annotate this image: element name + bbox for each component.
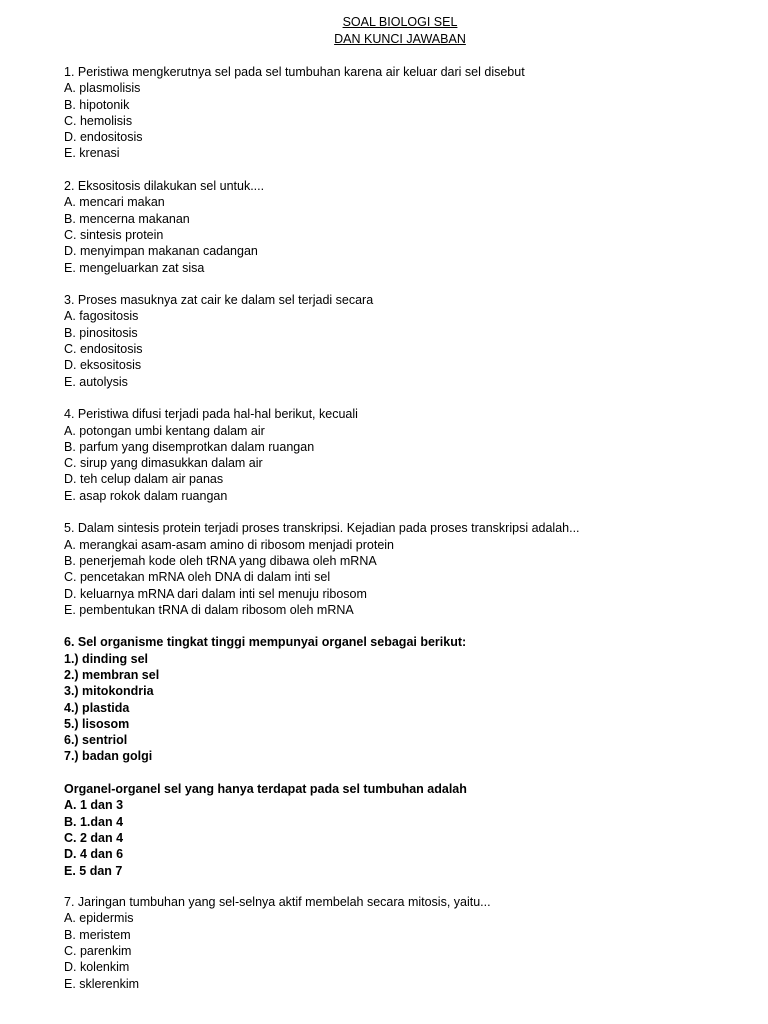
answer-option: C. endositosis: [64, 342, 143, 357]
answer-option: D. keluarnya mRNA dari dalam inti sel menuju ribosom: [64, 586, 367, 601]
document-title: [0, 14, 768, 47]
answer-option: B. hipotonik: [64, 97, 130, 112]
question-4: [64, 406, 744, 504]
answer-option: B. 1.dan 4: [64, 814, 124, 829]
title-line-1: SOAL BIOLOGI SEL: [342, 15, 458, 29]
answer-option: D. kolenkim: [64, 960, 130, 975]
question-text: 6. Sel organisme tingkat tinggi mempunyai organel sebagai berikut:: [64, 635, 467, 650]
answer-option: D. 4 dan 6: [64, 847, 124, 862]
answer-option: A. potongan umbi kentang dalam air: [64, 423, 265, 438]
answer-option: B. parfum yang disemprotkan dalam ruangan: [64, 439, 315, 454]
answer-option: A. 1 dan 3: [64, 798, 124, 813]
answer-option: E. sklerenkim: [64, 976, 140, 991]
answer-option: A. mencari makan: [64, 195, 165, 210]
answer-option: A. epidermis: [64, 911, 134, 926]
organelle-item: 6.) sentriol: [64, 733, 128, 748]
question-1: [64, 64, 744, 162]
answer-option: D. teh celup dalam air panas: [64, 472, 224, 487]
answer-option: B. mencerna makanan: [64, 211, 190, 226]
answer-option: E. mengeluarkan zat sisa: [64, 260, 205, 275]
answer-option: C. sintesis protein: [64, 227, 164, 242]
answer-option: A. merangkai asam-asam amino di ribosom menjadi protein: [64, 537, 395, 552]
answer-option: A. plasmolisis: [64, 81, 141, 96]
question-text: 2. Eksositosis dilakukan sel untuk....: [64, 179, 265, 194]
question-6-prompt-block: [64, 781, 744, 879]
answer-option: D. endositosis: [64, 130, 143, 145]
answer-option: B. pinositosis: [64, 325, 138, 340]
organelle-item: 4.) plastida: [64, 700, 130, 715]
title-line-2: DAN KUNCI JAWABAN: [334, 31, 466, 46]
answer-option: C. 2 dan 4: [64, 830, 124, 845]
answer-option: E. asap rokok dalam ruangan: [64, 488, 228, 503]
answer-option: D. eksositosis: [64, 358, 142, 373]
answer-option: A. fagositosis: [64, 309, 139, 324]
questions-container: [64, 64, 744, 1008]
answer-option: C. parenkim: [64, 944, 132, 959]
answer-option: C. hemolisis: [64, 113, 133, 128]
organelle-item: 7.) badan golgi: [64, 749, 153, 764]
answer-option: E. 5 dan 7: [64, 863, 123, 878]
question-text: 5. Dalam sintesis protein terjadi proses transkripsi. Kejadian pada proses transkripsi adalah...: [64, 521, 580, 536]
organelle-item: 5.) lisosom: [64, 716, 130, 731]
question-7: [64, 894, 744, 992]
question-text: 4. Peristiwa difusi terjadi pada hal-hal berikut, kecuali: [64, 407, 358, 422]
question-6: [64, 634, 744, 764]
organelle-item: 2.) membran sel: [64, 667, 160, 682]
question-text: 1. Peristiwa mengkerutnya sel pada sel tumbuhan karena air keluar dari sel disebut: [64, 65, 525, 79]
answer-option: B. meristem: [64, 927, 131, 942]
organelle-item: 3.) mitokondria: [64, 684, 154, 699]
answer-option: E. pembentukan tRNA di dalam ribosom oleh mRNA: [64, 602, 354, 617]
question-5: [64, 520, 744, 618]
question-text: 7. Jaringan tumbuhan yang sel-selnya aktif membelah secara mitosis, yaitu...: [64, 895, 491, 910]
question-3: [64, 292, 744, 390]
answer-option: E. krenasi: [64, 146, 120, 161]
question-text: 3. Proses masuknya zat cair ke dalam sel terjadi secara: [64, 293, 374, 308]
answer-option: E. autolysis: [64, 374, 128, 389]
answer-option: B. penerjemah kode oleh tRNA yang dibawa oleh mRNA: [64, 553, 377, 568]
answer-option: C. pencetakan mRNA oleh DNA di dalam inti sel: [64, 570, 331, 585]
answer-option: C. sirup yang dimasukkan dalam air: [64, 456, 263, 471]
question-prompt: Organel-organel sel yang hanya terdapat pada sel tumbuhan adalah: [64, 782, 467, 797]
question-2: [64, 178, 744, 276]
organelle-item: 1.) dinding sel: [64, 651, 149, 666]
answer-option: D. menyimpan makanan cadangan: [64, 244, 258, 259]
